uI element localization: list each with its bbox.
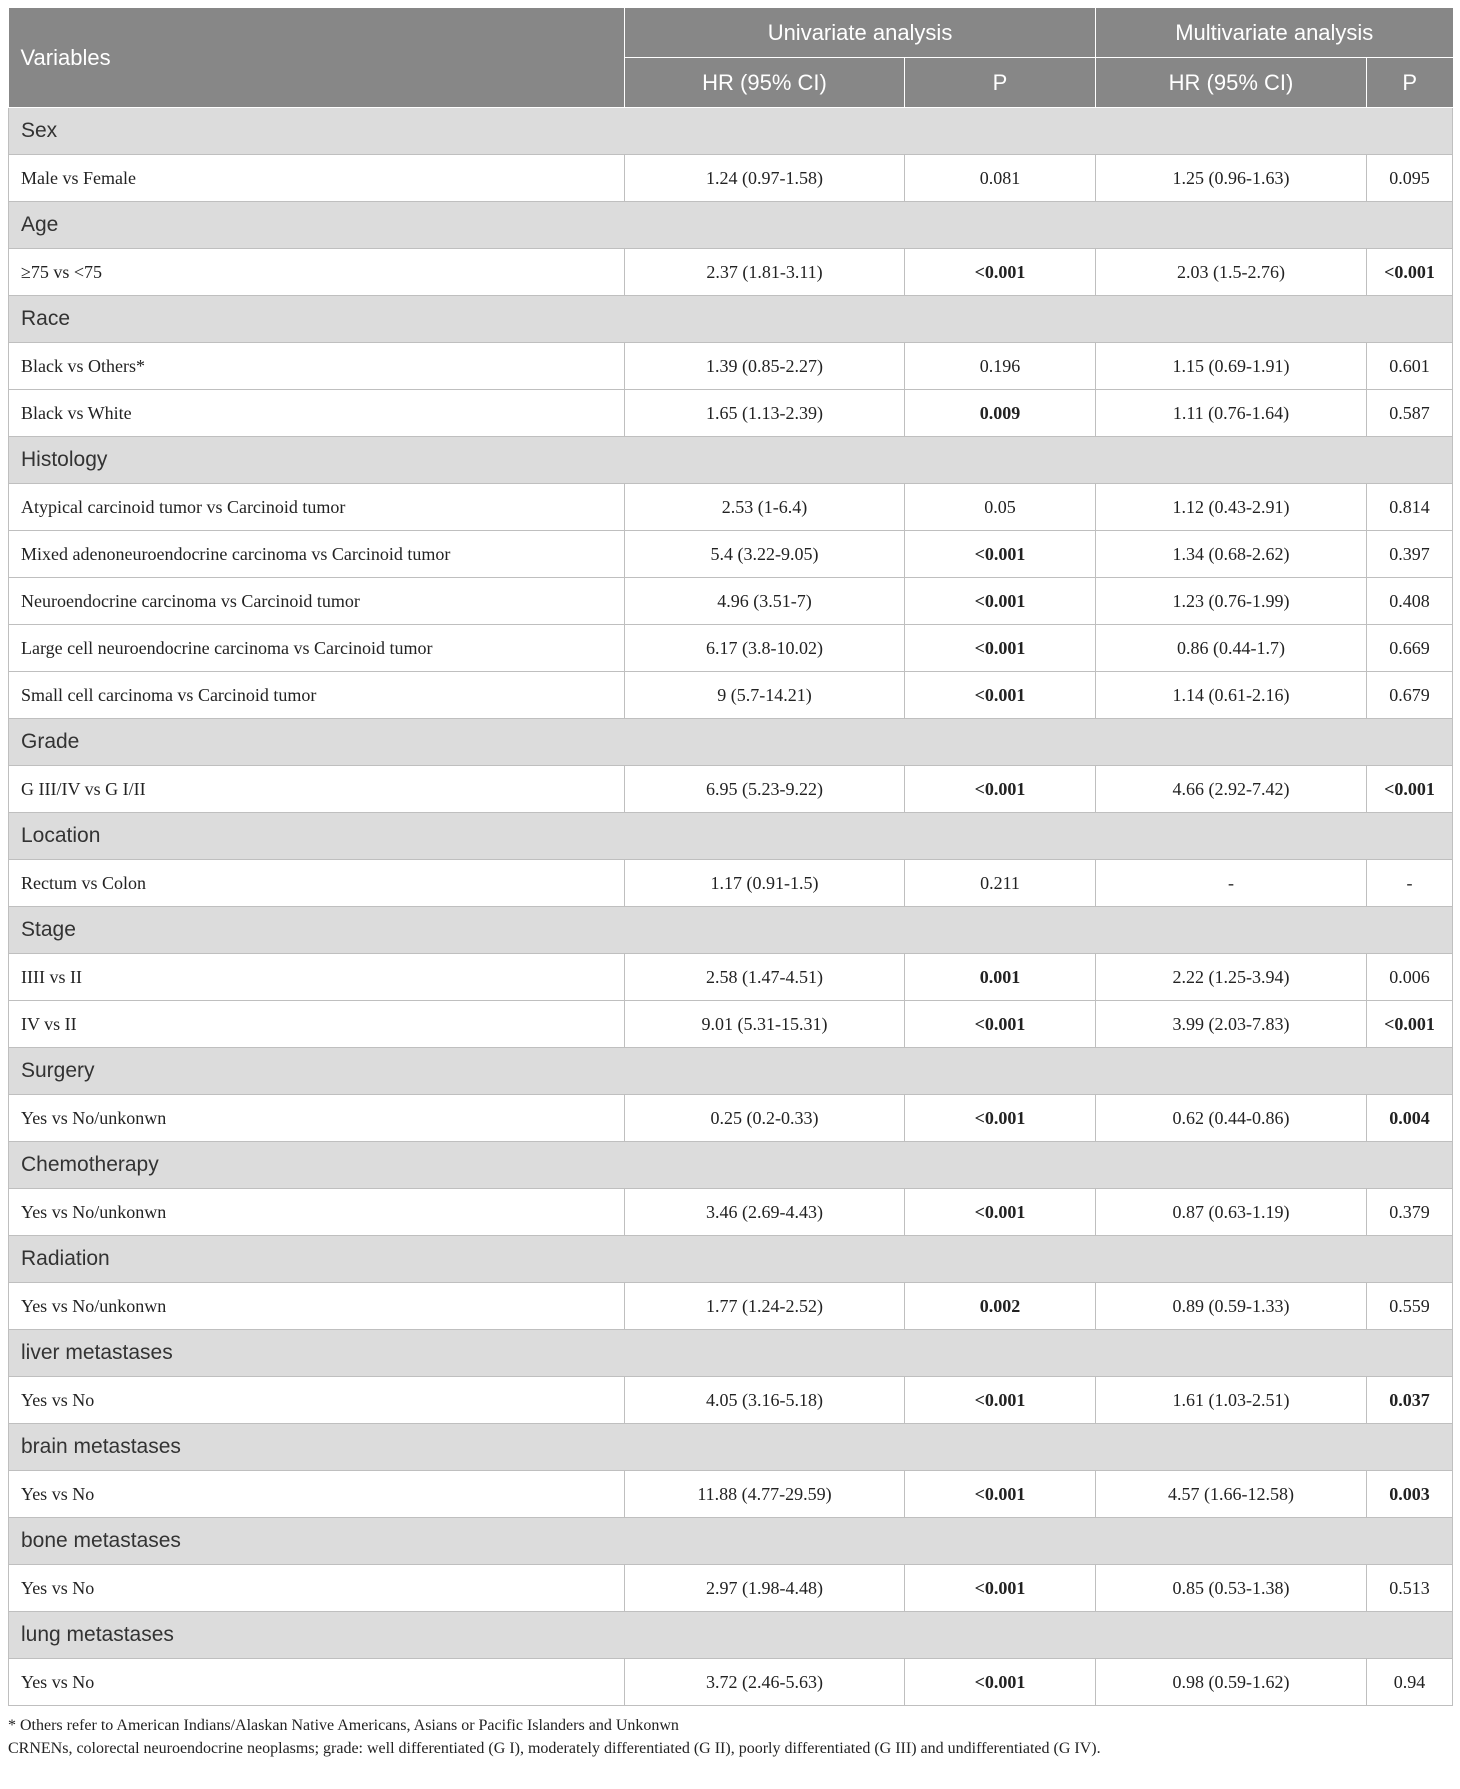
- univariate-p: <0.001: [905, 531, 1096, 578]
- group-row: [9, 1330, 1453, 1377]
- univariate-hr: 6.17 (3.8-10.02): [625, 625, 905, 672]
- table-row: [9, 343, 1453, 390]
- footnote-abbreviations: CRNENs, colorectal neuroendocrine neoplasms; grade: well differentiated (G I), moderately differentiated (G II), poorly differentiated (G III) and undifferentiated (G IV).: [8, 1740, 1101, 1757]
- multivariate-hr: 1.15 (0.69-1.91): [1096, 343, 1367, 390]
- univariate-hr: 1.65 (1.13-2.39): [625, 390, 905, 437]
- table-row: [9, 672, 1453, 719]
- multivariate-p: 0.408: [1367, 578, 1453, 625]
- multivariate-hr: 2.22 (1.25-3.94): [1096, 954, 1367, 1001]
- group-title: liver metastases: [9, 1330, 1453, 1377]
- univariate-hr: 2.37 (1.81-3.11): [625, 249, 905, 296]
- multivariate-p-header: P: [1367, 58, 1453, 108]
- group-row: [9, 1236, 1453, 1283]
- multivariate-hr: 3.99 (2.03-7.83): [1096, 1001, 1367, 1048]
- multivariate-p: 0.379: [1367, 1189, 1453, 1236]
- group-title: Sex: [9, 108, 1453, 155]
- comparison-label: Small cell carcinoma vs Carcinoid tumor: [9, 672, 625, 719]
- univariate-p: <0.001: [905, 1471, 1096, 1518]
- comparison-label: Atypical carcinoid tumor vs Carcinoid tumor: [9, 484, 625, 531]
- table-row: [9, 1565, 1453, 1612]
- univariate-p: <0.001: [905, 249, 1096, 296]
- table-row: [9, 155, 1453, 202]
- comparison-label: Yes vs No/unkonwn: [9, 1283, 625, 1330]
- group-title: Chemotherapy: [9, 1142, 1453, 1189]
- multivariate-hr: 0.86 (0.44-1.7): [1096, 625, 1367, 672]
- multivariate-p: 0.601: [1367, 343, 1453, 390]
- multivariate-hr: 0.85 (0.53-1.38): [1096, 1565, 1367, 1612]
- multivariate-p: 0.037: [1367, 1377, 1453, 1424]
- regression-table: [8, 8, 1453, 1706]
- table-row: [9, 1001, 1453, 1048]
- univariate-hr: 1.77 (1.24-2.52): [625, 1283, 905, 1330]
- group-title: Histology: [9, 437, 1453, 484]
- univariate-p: <0.001: [905, 625, 1096, 672]
- group-row: [9, 1424, 1453, 1471]
- univariate-p: <0.001: [905, 766, 1096, 813]
- univariate-hr: 9 (5.7-14.21): [625, 672, 905, 719]
- comparison-label: Male vs Female: [9, 155, 625, 202]
- comparison-label: IV vs II: [9, 1001, 625, 1048]
- table-row: [9, 860, 1453, 907]
- group-row: [9, 1048, 1453, 1095]
- comparison-label: Mixed adenoneuroendocrine carcinoma vs Carcinoid tumor: [9, 531, 625, 578]
- multivariate-p: 0.513: [1367, 1565, 1453, 1612]
- results-table-container: [8, 8, 1452, 1760]
- multivariate-hr: 4.66 (2.92-7.42): [1096, 766, 1367, 813]
- univariate-p: <0.001: [905, 578, 1096, 625]
- group-title: lung metastases: [9, 1612, 1453, 1659]
- multivariate-hr: 1.61 (1.03-2.51): [1096, 1377, 1367, 1424]
- comparison-label: Yes vs No: [9, 1377, 625, 1424]
- multivariate-p: 0.669: [1367, 625, 1453, 672]
- univariate-hr: 6.95 (5.23-9.22): [625, 766, 905, 813]
- multivariate-hr: 1.34 (0.68-2.62): [1096, 531, 1367, 578]
- table-row: [9, 249, 1453, 296]
- comparison-label: Yes vs No/unkonwn: [9, 1189, 625, 1236]
- univariate-hr: 1.39 (0.85-2.27): [625, 343, 905, 390]
- univariate-hr: 9.01 (5.31-15.31): [625, 1001, 905, 1048]
- univariate-hr: 2.53 (1-6.4): [625, 484, 905, 531]
- multivariate-hr: 0.89 (0.59-1.33): [1096, 1283, 1367, 1330]
- univariate-hr: 3.72 (2.46-5.63): [625, 1659, 905, 1706]
- group-title: Radiation: [9, 1236, 1453, 1283]
- multivariate-hr: 1.23 (0.76-1.99): [1096, 578, 1367, 625]
- group-title: Stage: [9, 907, 1453, 954]
- multivariate-p: 0.006: [1367, 954, 1453, 1001]
- univariate-p: <0.001: [905, 1377, 1096, 1424]
- multivariate-header: Multivariate analysis: [1096, 8, 1453, 58]
- comparison-label: Black vs White: [9, 390, 625, 437]
- comparison-label: ≥75 vs <75: [9, 249, 625, 296]
- variables-header: Variables: [9, 8, 625, 108]
- univariate-p: 0.05: [905, 484, 1096, 531]
- multivariate-p: 0.003: [1367, 1471, 1453, 1518]
- table-row: [9, 390, 1453, 437]
- univariate-header: Univariate analysis: [625, 8, 1096, 58]
- table-row: [9, 954, 1453, 1001]
- multivariate-p: <0.001: [1367, 1001, 1453, 1048]
- multivariate-hr: 0.98 (0.59-1.62): [1096, 1659, 1367, 1706]
- comparison-label: Yes vs No: [9, 1565, 625, 1612]
- group-row: [9, 1142, 1453, 1189]
- univariate-p: <0.001: [905, 672, 1096, 719]
- univariate-hr: 4.05 (3.16-5.18): [625, 1377, 905, 1424]
- multivariate-hr: 4.57 (1.66-12.58): [1096, 1471, 1367, 1518]
- comparison-label: Large cell neuroendocrine carcinoma vs Carcinoid tumor: [9, 625, 625, 672]
- univariate-p: <0.001: [905, 1095, 1096, 1142]
- multivariate-hr: 1.12 (0.43-2.91): [1096, 484, 1367, 531]
- univariate-p: <0.001: [905, 1565, 1096, 1612]
- multivariate-hr: 1.25 (0.96-1.63): [1096, 155, 1367, 202]
- univariate-hr: 11.88 (4.77-29.59): [625, 1471, 905, 1518]
- table-row: [9, 1283, 1453, 1330]
- univariate-hr-header: HR (95% CI): [625, 58, 905, 108]
- multivariate-hr: -: [1096, 860, 1367, 907]
- multivariate-p: 0.94: [1367, 1659, 1453, 1706]
- group-row: [9, 296, 1453, 343]
- multivariate-p: 0.814: [1367, 484, 1453, 531]
- group-row: [9, 1518, 1453, 1565]
- multivariate-p: <0.001: [1367, 766, 1453, 813]
- univariate-hr: 2.97 (1.98-4.48): [625, 1565, 905, 1612]
- univariate-p: <0.001: [905, 1189, 1096, 1236]
- univariate-p: 0.081: [905, 155, 1096, 202]
- group-row: [9, 907, 1453, 954]
- group-title: Grade: [9, 719, 1453, 766]
- table-row: [9, 531, 1453, 578]
- comparison-label: Yes vs No: [9, 1659, 625, 1706]
- multivariate-p: -: [1367, 860, 1453, 907]
- table-row: [9, 1659, 1453, 1706]
- univariate-p: 0.002: [905, 1283, 1096, 1330]
- multivariate-p: 0.559: [1367, 1283, 1453, 1330]
- table-row: [9, 1189, 1453, 1236]
- table-footnotes: [8, 1714, 1452, 1760]
- univariate-hr: 1.24 (0.97-1.58): [625, 155, 905, 202]
- multivariate-p: 0.095: [1367, 155, 1453, 202]
- multivariate-p: 0.004: [1367, 1095, 1453, 1142]
- multivariate-p: 0.679: [1367, 672, 1453, 719]
- multivariate-p: 0.587: [1367, 390, 1453, 437]
- group-title: Race: [9, 296, 1453, 343]
- multivariate-hr: 2.03 (1.5-2.76): [1096, 249, 1367, 296]
- univariate-hr: 1.17 (0.91-1.5): [625, 860, 905, 907]
- table-row: [9, 1471, 1453, 1518]
- table-body: [9, 108, 1453, 1706]
- table-row: [9, 484, 1453, 531]
- group-title: brain metastases: [9, 1424, 1453, 1471]
- group-title: Age: [9, 202, 1453, 249]
- univariate-p: 0.001: [905, 954, 1096, 1001]
- univariate-hr: 4.96 (3.51-7): [625, 578, 905, 625]
- comparison-label: Rectum vs Colon: [9, 860, 625, 907]
- univariate-hr: 0.25 (0.2-0.33): [625, 1095, 905, 1142]
- univariate-p: <0.001: [905, 1659, 1096, 1706]
- group-row: [9, 202, 1453, 249]
- univariate-p: 0.196: [905, 343, 1096, 390]
- multivariate-p: 0.397: [1367, 531, 1453, 578]
- univariate-hr: 2.58 (1.47-4.51): [625, 954, 905, 1001]
- comparison-label: Yes vs No/unkonwn: [9, 1095, 625, 1142]
- group-row: [9, 719, 1453, 766]
- group-title: bone metastases: [9, 1518, 1453, 1565]
- multivariate-hr: 0.62 (0.44-0.86): [1096, 1095, 1367, 1142]
- comparison-label: Black vs Others*: [9, 343, 625, 390]
- univariate-p: 0.211: [905, 860, 1096, 907]
- comparison-label: Yes vs No: [9, 1471, 625, 1518]
- table-row: [9, 625, 1453, 672]
- table-row: [9, 578, 1453, 625]
- multivariate-hr: 1.14 (0.61-2.16): [1096, 672, 1367, 719]
- multivariate-hr-header: HR (95% CI): [1096, 58, 1367, 108]
- multivariate-hr: 1.11 (0.76-1.64): [1096, 390, 1367, 437]
- group-title: Surgery: [9, 1048, 1453, 1095]
- group-row: [9, 813, 1453, 860]
- group-row: [9, 437, 1453, 484]
- table-header: [9, 8, 1453, 108]
- comparison-label: Neuroendocrine carcinoma vs Carcinoid tumor: [9, 578, 625, 625]
- univariate-p-header: P: [905, 58, 1096, 108]
- multivariate-p: <0.001: [1367, 249, 1453, 296]
- table-row: [9, 766, 1453, 813]
- comparison-label: IIII vs II: [9, 954, 625, 1001]
- comparison-label: G III/IV vs G I/II: [9, 766, 625, 813]
- table-row: [9, 1377, 1453, 1424]
- univariate-p: 0.009: [905, 390, 1096, 437]
- multivariate-hr: 0.87 (0.63-1.19): [1096, 1189, 1367, 1236]
- group-row: [9, 1612, 1453, 1659]
- univariate-hr: 5.4 (3.22-9.05): [625, 531, 905, 578]
- group-title: Location: [9, 813, 1453, 860]
- footnote-others: * Others refer to American Indians/Alaskan Native Americans, Asians or Pacific Islanders and Unkonwn: [8, 1717, 679, 1734]
- univariate-hr: 3.46 (2.69-4.43): [625, 1189, 905, 1236]
- group-row: [9, 108, 1453, 155]
- table-row: [9, 1095, 1453, 1142]
- univariate-p: <0.001: [905, 1001, 1096, 1048]
